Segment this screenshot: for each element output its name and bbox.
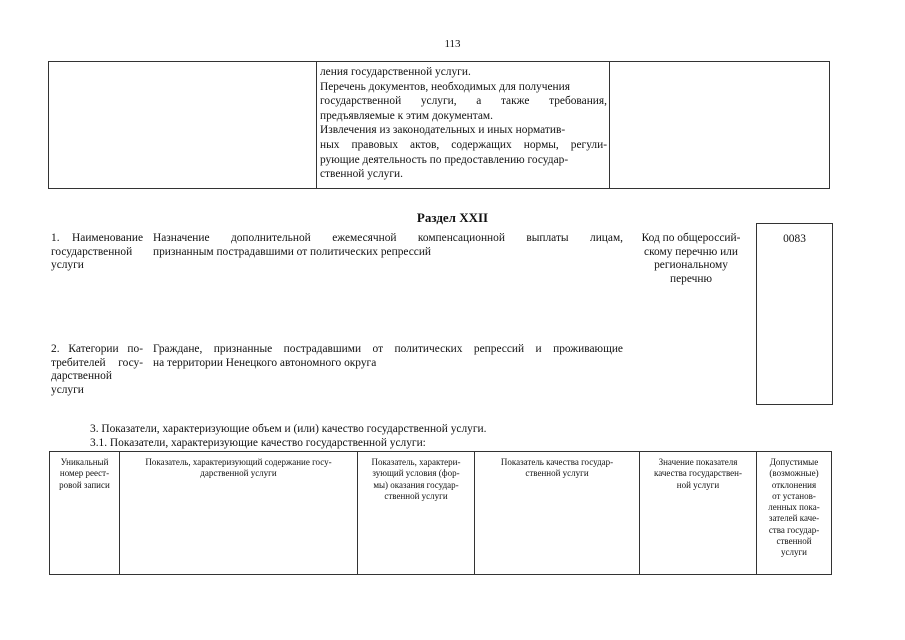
continuation-table xyxy=(48,61,830,189)
item1-value: Назначение дополнительной ежемесячной компенсационной выплаты лицам, признанным пострадавшими от политических репрессий xyxy=(153,232,623,258)
text-line: государственной услуги, а также требования, xyxy=(320,95,607,108)
text-line: ных правовых актов, содержащих нормы, регули- xyxy=(320,138,607,151)
item1-label: 1. Наименование государственной услуги xyxy=(51,232,143,272)
text-line: Перечень документов, необходимых для получения xyxy=(320,80,570,93)
code-label: Код по общероссий- скому перечню или региональному перечню xyxy=(641,232,741,285)
code-value-box xyxy=(756,223,833,405)
item2-value: Граждане, признанные пострадавшими от политических репрессий и проживающие на территории Ненецкого автономного округа xyxy=(153,343,623,369)
continuation-table-cell-left xyxy=(49,62,317,188)
item2-label: 2. Категории по- требителей госу- дарственной услуги xyxy=(51,343,143,396)
item3-heading: 3. Показатели, характеризующие объем и (или) качество государственной услуги. xyxy=(90,423,487,435)
text-line: предъявляемые к этим документам. xyxy=(320,109,493,122)
table-header-service-content: Показатель, характеризующий содержание госу- дарственной услуги xyxy=(120,452,358,574)
section-title: Раздел XXII xyxy=(416,210,489,225)
page-number: 113 xyxy=(444,38,461,50)
table-header-indicator-value: Значение показателя качества государствен- ной услуги xyxy=(640,452,757,574)
continuation-table-cell-middle xyxy=(317,62,610,188)
quality-indicators-table xyxy=(49,451,832,575)
table-header-allowed-deviations: Допустимые (возможные) отклонения от установ- ленных пока- зателей каче- ства государ- ственной услуги xyxy=(768,457,820,558)
item31-heading: 3.1. Показатели, характеризующие качество государственной услуги: xyxy=(90,437,426,449)
table-header-service-conditions: Показатель, характери- зующий условия (фор- мы) оказания государ- ственной услуги xyxy=(358,452,475,574)
text-line: Извлечения из законодательных и иных норматив- xyxy=(320,124,566,137)
table-header-registry-number: Уникальный номер реест- ровой записи xyxy=(50,452,120,574)
code-value: 0083 xyxy=(783,233,806,245)
text-line: рующие деятельность по предоставлению государ- xyxy=(320,153,569,166)
text-line: ственной услуги. xyxy=(320,168,403,181)
continuation-table-cell-right xyxy=(610,62,831,188)
table-header-quality-indicator: Показатель качества государ- ственной услуги xyxy=(475,452,640,574)
text-line: ления государственной услуги. xyxy=(320,66,471,78)
